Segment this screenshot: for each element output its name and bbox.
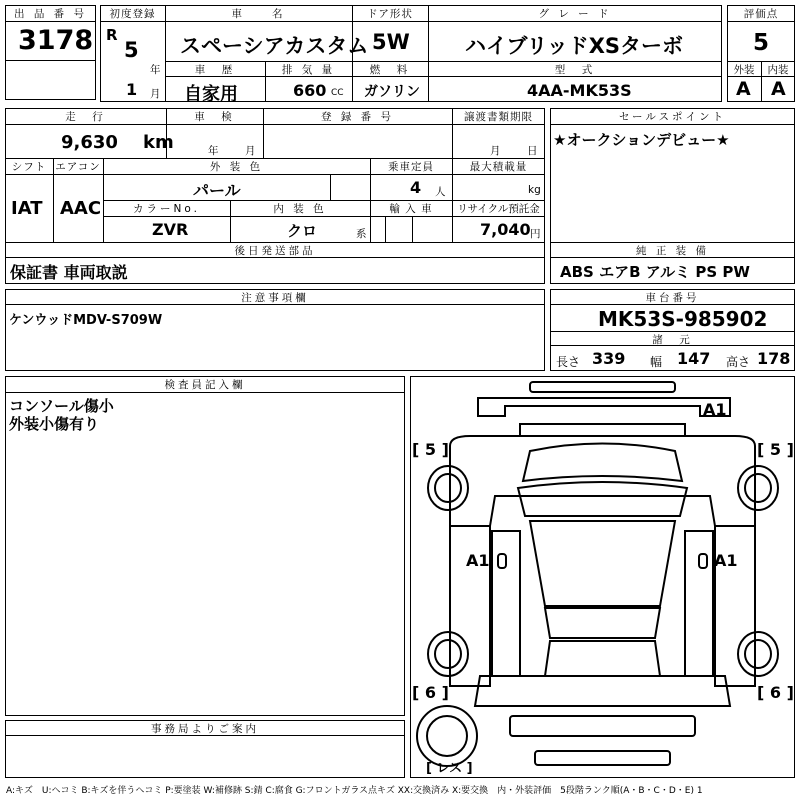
divider [727, 21, 795, 22]
damage-mark: A1 [466, 551, 490, 570]
aircon-label: エアコン [55, 161, 101, 173]
chassis-number: MK53S-985902 [598, 307, 768, 331]
notes-label: 注意事項欄 [241, 292, 309, 304]
inspection-month-unit: 月 [245, 145, 256, 157]
damage-mark: A1 [703, 400, 727, 419]
divider [550, 124, 795, 125]
color-number: ZVR [152, 220, 189, 239]
notes: ケンウッドMDV-S709W [9, 313, 163, 328]
inspection-label: 車 検 [194, 111, 235, 123]
mileage-label: 走 行 [65, 111, 106, 123]
inspection-year-unit: 年 [208, 145, 219, 157]
max-load-label: 最大積載量 [469, 161, 528, 173]
history: 自家用 [184, 84, 238, 105]
grade-label: グ レ ー ド [538, 8, 612, 20]
tire-front-left: [ 5 ] [412, 440, 449, 459]
transfer-docs-label: 譲渡書類期限 [464, 111, 533, 123]
recycle-unit: 円 [530, 228, 541, 240]
transfer-month-unit: 月 [490, 145, 501, 157]
mileage-unit: km [143, 132, 174, 153]
history-label: 車 歴 [194, 64, 236, 76]
mileage: 9,630 [61, 132, 118, 153]
model-code: 4AA-MK53S [527, 81, 632, 100]
divider [330, 174, 331, 200]
divider [5, 60, 96, 61]
office-label: 事務局よりご案内 [151, 723, 259, 735]
reg-year: 5 [124, 38, 139, 62]
legend: A:キズ U:ヘコミ B:キズを伴うヘコミ P:要塗装 W:補修跡 S:錆 C:腐食 G:フロントガラス点キズ XX:交換済み X:要交換 内・外装評価 5段階ランク順(A・B・C・D・E) 1 [6, 786, 703, 796]
car-name: スペーシアカスタム [180, 34, 369, 58]
divider [5, 392, 405, 393]
width-label: 幅 [650, 355, 663, 369]
car-name-label: 車 名 [231, 8, 286, 20]
transfer-day-unit: 日 [527, 145, 538, 157]
equipment-label: 純 正 装 備 [635, 245, 709, 257]
overall-score: 5 [753, 30, 770, 56]
interior-color-suffix: 系 [356, 228, 367, 240]
capacity: 4 [410, 178, 422, 197]
recycle-label: リサイクル預託金 [457, 203, 540, 215]
divider [5, 174, 545, 175]
width: 147 [677, 349, 711, 368]
tire-rear-right: [ 6 ] [757, 683, 794, 702]
sales-point: ★オークションデビュー★ [553, 131, 730, 149]
reg-year-unit: 年 [150, 64, 161, 76]
exterior-color: パール [193, 181, 241, 200]
shift-label: シフト [11, 161, 47, 173]
divider [103, 216, 545, 217]
score-label: 評価点 [743, 8, 779, 20]
displacement: 660 [293, 81, 327, 100]
divider [5, 21, 96, 22]
era: R [106, 26, 118, 44]
fuel: ガソリン [364, 84, 420, 100]
tire-front-right: [ 5 ] [757, 440, 794, 459]
displacement-label: 排 気 量 [281, 64, 336, 76]
max-load-unit: kg [528, 184, 541, 196]
tire-rear-left: [ 6 ] [412, 683, 449, 702]
exterior-color-label: 外 装 色 [209, 161, 264, 173]
exterior-grade: A [736, 78, 751, 100]
inspector-line-1: コンソール傷小 [9, 397, 114, 415]
first-reg-label: 初度登録 [109, 8, 156, 20]
inspector-line-2: 外装小傷有り [9, 415, 100, 433]
inspector-label: 検査員記入欄 [164, 379, 246, 391]
interior-label: 内装 [767, 64, 789, 76]
divider [5, 124, 545, 125]
grade: ハイブリッドXSターボ [465, 34, 684, 58]
spec-label: 諸 元 [652, 334, 693, 346]
fuel-label: 燃 料 [369, 64, 411, 76]
recycle-fee: 7,040 [480, 220, 531, 239]
later-parts-label: 後日発送部品 [234, 245, 316, 257]
capacity-unit: 人 [435, 186, 446, 198]
model-label: 型 式 [554, 64, 596, 76]
sales-point-label: セールスポイント [618, 111, 727, 123]
displacement-unit: CC [331, 88, 344, 98]
lot-number: 3178 [18, 25, 94, 56]
length: 339 [592, 349, 626, 368]
color-number-label: カラーNo. [133, 203, 200, 215]
height-label: 高さ [726, 355, 751, 369]
divider [412, 216, 413, 242]
spare-tire: [ レス ] [426, 761, 473, 776]
divider [385, 216, 386, 242]
chassis-label: 車台番号 [645, 292, 700, 304]
height: 178 [757, 349, 791, 368]
car-diagram [410, 376, 795, 778]
capacity-label: 乗車定員 [388, 161, 434, 173]
length-label: 長さ [556, 355, 581, 369]
damage-mark: A1 [714, 551, 738, 570]
reg-month: 1 [126, 80, 138, 99]
door-type: 5W [372, 30, 410, 54]
later-parts: 保証書 車両取説 [10, 263, 128, 282]
lot-number-label: 出 品 番 号 [13, 8, 87, 20]
aircon: AAC [60, 198, 102, 219]
exterior-label: 外装 [733, 64, 755, 76]
reg-number-label: 登 録 番 号 [320, 111, 394, 123]
interior-grade: A [771, 78, 786, 100]
shift: IAT [11, 198, 43, 219]
reg-month-unit: 月 [150, 88, 161, 100]
divider [100, 21, 722, 22]
interior-color-label: 内 装 色 [273, 203, 327, 215]
door-label: ドア形状 [367, 8, 413, 20]
import-label: 輸 入 車 [389, 203, 433, 215]
interior-color: クロ [287, 222, 318, 240]
equipment: ABS エアB アルミ PS PW [560, 263, 750, 281]
